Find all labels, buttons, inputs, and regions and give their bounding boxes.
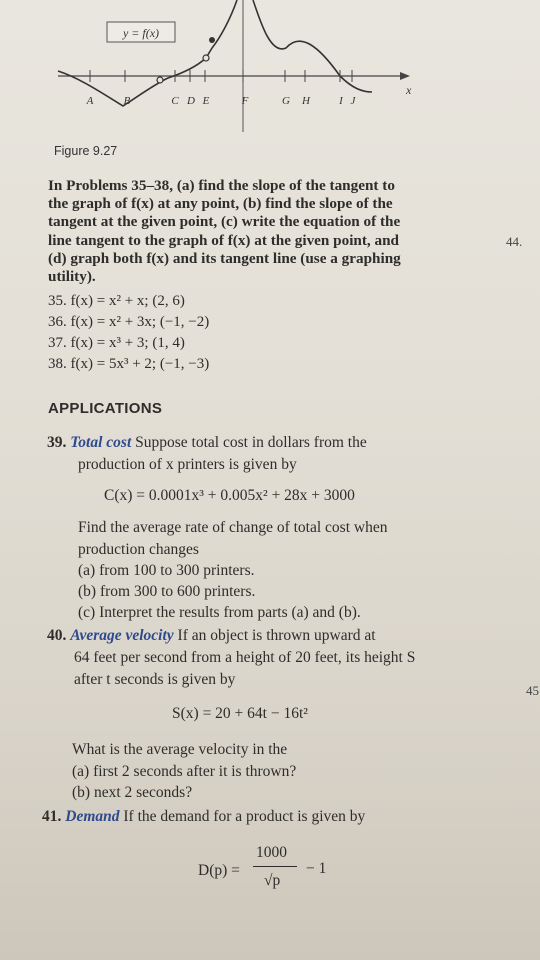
problem-text: Suppose total cost in dollars from the [135,434,367,451]
problem-text: f(x) = x² + 3x; (−1, −2) [70,314,210,330]
problem-text: 64 feet per second from a height of 20 feet, its height S [74,649,416,666]
problem-text: If an object is thrown upward at [177,627,376,644]
function-label: y = f(x) [122,26,160,40]
point-label-H: H [302,95,310,107]
problem-number: 40. [47,627,67,644]
problem-instructions [48,177,458,286]
section-heading: APPLICATIONS [48,400,163,417]
problem-text: f(x) = x² + x; (2, 6) [70,293,185,309]
problem-35 [48,293,185,310]
problem-part: (a) from 100 to 300 printers. [78,562,255,579]
point-label-A: A [86,95,94,107]
problem-text: f(x) = 5x³ + 2; (−1, −3) [70,356,210,372]
formula-tail: − 1 [306,860,327,877]
point-label-I: I [339,95,343,107]
problem-39-header [47,432,367,453]
point-label-D: D [187,95,195,107]
problem-text: What is the average velocity in the [72,741,288,758]
problem-part: (c) Interpret the results from parts (a) and (b). [78,604,361,621]
problem-number: 38. [48,356,67,372]
margin-number: 45 [526,683,539,698]
instruction-line: line tangent to the graph of f(x) at the given point, and [48,231,400,249]
fraction-bar [253,866,297,867]
function-curve [58,0,237,106]
problem-part: (b) from 300 to 600 printers. [78,583,256,600]
function-graph [0,0,540,135]
problem-41-header [42,806,365,827]
instruction-line: In Problems 35–38, (a) find the slope of the tangent to [48,177,395,194]
problem-38 [48,356,209,373]
problem-text: Find the average rate of change of total cost when [78,519,388,536]
instruction-line: utility). [48,268,96,286]
problem-text: If the demand for a product is given by [123,808,366,825]
margin-number: 44. [506,234,523,249]
x-axis-label: x [406,83,412,97]
instruction-line: the graph of f(x) at any point, (b) find the slope of the [48,195,393,213]
cost-formula: C(x) = 0.0001x³ + 0.005x² + 28x + 3000 [104,487,355,504]
point-label-F: F [241,95,249,107]
problem-number: 36. [48,314,67,330]
figure-caption: Figure 9.27 [54,144,118,158]
problem-text: production changes [78,541,199,558]
instruction-line: tangent at the given point, (c) write the equation of the [48,213,401,231]
problem-title: Average velocity [70,627,174,644]
problem-text: production of x printers is given by [78,456,297,473]
problem-title: Total cost [70,434,132,451]
point-label-G: G [282,95,290,107]
problem-title: Demand [65,808,120,825]
formula-numerator: 1000 [256,844,287,861]
problem-number: 37. [48,335,67,351]
point-label-C: C [171,95,179,107]
problem-text: f(x) = x³ + 3; (1, 4) [70,335,185,351]
instruction-line: (d) graph both f(x) and its tangent line (use a graphing [48,249,401,267]
problem-text: after t seconds is given by [74,671,236,688]
formula-lhs: D(p) = [198,862,240,879]
point-label-J: J [350,95,356,107]
problem-40-header [47,625,376,646]
problem-36 [48,314,209,331]
problem-number: 39. [47,434,67,451]
point-label-E: E [202,95,210,107]
problem-number: 35. [48,293,67,309]
problem-part: (a) first 2 seconds after it is thrown? [72,763,297,780]
point-label-B: B [123,95,131,107]
height-formula: S(x) = 20 + 64t − 16t² [172,705,308,722]
formula-denominator: √p [264,872,281,889]
problem-part: (b) next 2 seconds? [72,784,193,801]
problem-37 [48,335,185,352]
problem-number: 41. [42,808,62,825]
